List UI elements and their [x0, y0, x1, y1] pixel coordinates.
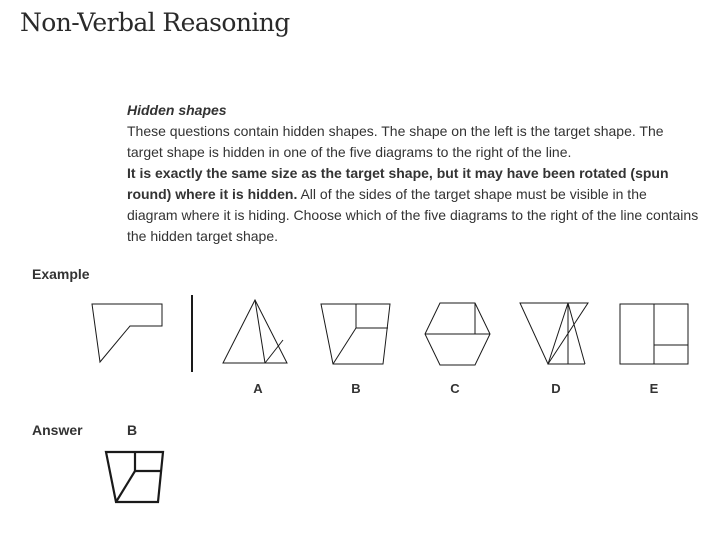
- instructions-line2: All of the sides of the target shape must be visible in the diagram where it is hiding. Choose which of the five diagrams to the right of the line contains the hidden target shape.: [127, 186, 699, 244]
- instructions-line1: These questions contain hidden shapes. The shape on the left is the target shape. The target shape is hidden in one of the five diagrams to the right of the line.: [127, 123, 664, 160]
- choice-label-c: C: [450, 381, 460, 396]
- answer-value: B: [127, 422, 138, 438]
- example-label: Example: [32, 266, 90, 282]
- choice-label-d: D: [551, 381, 561, 396]
- choice-label-b: B: [351, 381, 361, 396]
- answer-label: Answer: [32, 422, 83, 438]
- section-heading: Hidden shapes: [127, 102, 227, 118]
- instructions-bold: It is exactly the same size as the target shape, but it may have been rotated (spun round) where it is hidden.: [127, 165, 669, 202]
- choice-label-e: E: [649, 381, 659, 396]
- choice-label-a: A: [253, 381, 263, 396]
- page-title: Non-Verbal Reasoning: [20, 8, 290, 37]
